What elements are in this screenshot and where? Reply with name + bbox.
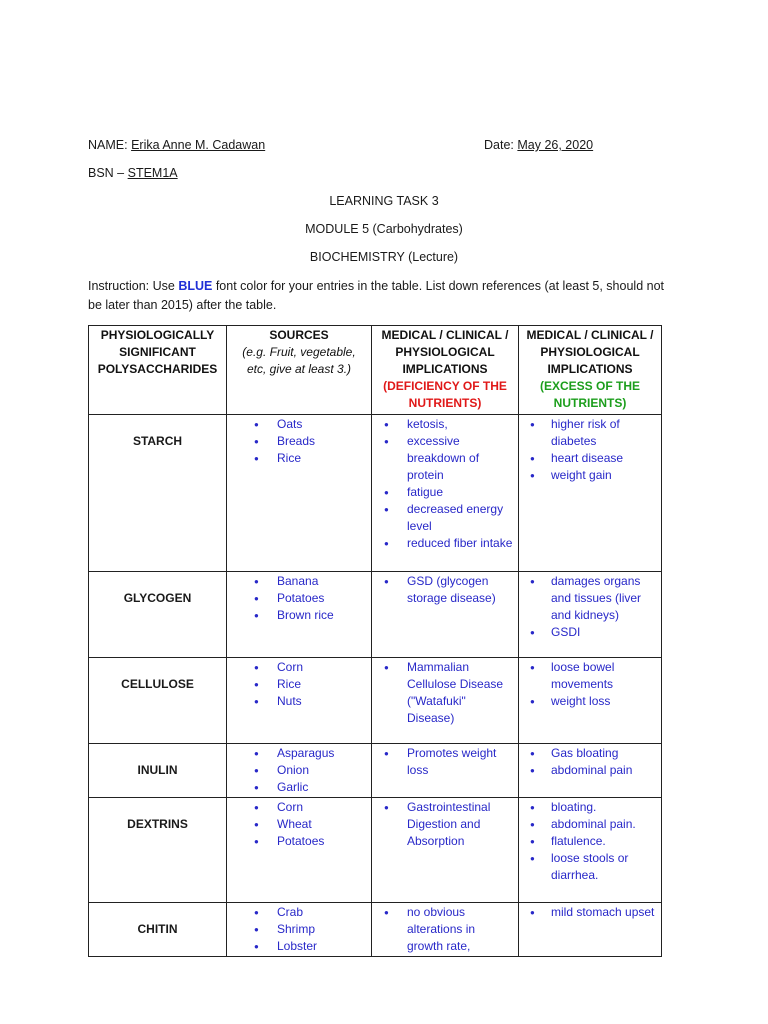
row-name-cell: GLYCOGEN bbox=[89, 572, 227, 658]
list-item: ● Shrimp bbox=[227, 921, 367, 938]
bsn-value: STEM1A bbox=[127, 166, 178, 180]
excess-cell bbox=[519, 415, 662, 572]
instruction-paragraph: Instruction: Use BLUE font color for your entries in the table. List down references (at least 5, should not be later than 2015) after the table. bbox=[88, 279, 664, 312]
row-name-cell: CELLULOSE bbox=[89, 658, 227, 744]
header-excess: MEDICAL / CLINICAL / PHYSIOLOGICAL IMPLICATIONS (EXCESS OF THE NUTRIENTS) bbox=[519, 326, 662, 415]
list-item: ● abdominal pain. bbox=[519, 816, 657, 833]
list-item: ● Lobster bbox=[227, 938, 367, 955]
list-item: ● weight loss bbox=[519, 693, 657, 710]
list-item: ● bloating. bbox=[519, 799, 657, 816]
list-item: ● Gastrointestinal Digestion and Absorption bbox=[372, 799, 514, 850]
date-line bbox=[484, 137, 593, 153]
list-item: ● Asparagus bbox=[227, 745, 367, 762]
bsn-label: BSN – bbox=[88, 166, 125, 180]
list-item: ● Banana bbox=[227, 573, 367, 590]
list-item: ● Promotes weight loss bbox=[372, 745, 514, 779]
deficiency-cell bbox=[372, 658, 519, 744]
instruction-blue-word: BLUE bbox=[178, 279, 213, 293]
title-module: MODULE 5 (Carbohydrates) bbox=[305, 222, 463, 236]
table-row bbox=[89, 903, 662, 957]
list-item: ● reduced fiber intake bbox=[372, 535, 514, 552]
excess-cell bbox=[519, 798, 662, 903]
sources-cell bbox=[227, 798, 372, 903]
list-item: ● loose bowel movements bbox=[519, 659, 657, 693]
sources-cell bbox=[227, 903, 372, 957]
list-item: ● Onion bbox=[227, 762, 367, 779]
list-item: ● Crab bbox=[227, 904, 367, 921]
date-value: May 26, 2020 bbox=[517, 138, 594, 152]
list-item: ● Potatoes bbox=[227, 833, 367, 850]
list-item: ● Brown rice bbox=[227, 607, 367, 624]
list-item: ● Corn bbox=[227, 659, 367, 676]
title-biochemistry: BIOCHEMISTRY (Lecture) bbox=[309, 250, 459, 264]
row-name-cell: STARCH bbox=[89, 415, 227, 572]
row-name-cell: DEXTRINS bbox=[89, 798, 227, 903]
list-item: ● ketosis, bbox=[372, 416, 514, 433]
list-item: ● abdominal pain bbox=[519, 762, 657, 779]
title-learning-task: LEARNING TASK 3 bbox=[329, 194, 439, 208]
list-item: ● higher risk of diabetes bbox=[519, 416, 657, 450]
list-item: ● Nuts bbox=[227, 693, 367, 710]
list-item: ● mild stomach upset bbox=[519, 904, 657, 921]
row-name-cell: INULIN bbox=[89, 744, 227, 798]
table-row bbox=[89, 415, 662, 572]
excess-cell bbox=[519, 744, 662, 798]
list-item: ● Corn bbox=[227, 799, 367, 816]
list-item: ● Mammalian Cellulose Disease ("Watafuki" Disease) bbox=[372, 659, 514, 727]
list-item: ● loose stools or diarrhea. bbox=[519, 850, 657, 884]
table-header-row bbox=[89, 326, 662, 415]
list-item: ● GSDI bbox=[519, 624, 657, 641]
polysaccharide-table bbox=[88, 325, 662, 957]
list-item: ● Oats bbox=[227, 416, 367, 433]
list-item: ● no obvious alterations in growth rate, bbox=[372, 904, 514, 955]
list-item: ● Rice bbox=[227, 676, 367, 693]
header-sources: SOURCES (e.g. Fruit, vegetable, etc, give at least 3.) bbox=[227, 326, 372, 415]
list-item: ● Potatoes bbox=[227, 590, 367, 607]
deficiency-cell bbox=[372, 415, 519, 572]
sources-cell bbox=[227, 744, 372, 798]
list-item: ● Gas bloating bbox=[519, 745, 657, 762]
list-item: ● Rice bbox=[227, 450, 367, 467]
list-item: ● Wheat bbox=[227, 816, 367, 833]
sources-cell bbox=[227, 658, 372, 744]
excess-cell bbox=[519, 658, 662, 744]
table-row bbox=[89, 658, 662, 744]
deficiency-cell bbox=[372, 798, 519, 903]
date-label: Date: bbox=[484, 138, 514, 152]
list-item: ● Garlic bbox=[227, 779, 367, 796]
bsn-line bbox=[88, 165, 178, 181]
deficiency-cell bbox=[372, 572, 519, 658]
list-item: ● flatulence. bbox=[519, 833, 657, 850]
sources-cell bbox=[227, 415, 372, 572]
deficiency-cell bbox=[372, 744, 519, 798]
excess-cell bbox=[519, 903, 662, 957]
name-value: Erika Anne M. Cadawan bbox=[131, 138, 266, 152]
header-deficiency: MEDICAL / CLINICAL / PHYSIOLOGICAL IMPLICATIONS (DEFICIENCY OF THE NUTRIENTS) bbox=[372, 326, 519, 415]
list-item: ● damages organs and tissues (liver and kidneys) bbox=[519, 573, 657, 624]
list-item: ● fatigue bbox=[372, 484, 514, 501]
list-item: ● heart disease bbox=[519, 450, 657, 467]
name-line bbox=[88, 137, 265, 153]
table-row bbox=[89, 798, 662, 903]
name-label: NAME: bbox=[88, 138, 128, 152]
list-item: ● excessive breakdown of protein bbox=[372, 433, 514, 484]
excess-cell bbox=[519, 572, 662, 658]
table-row bbox=[89, 744, 662, 798]
deficiency-cell bbox=[372, 903, 519, 957]
list-item: ● weight gain bbox=[519, 467, 657, 484]
table-row bbox=[89, 572, 662, 658]
list-item: ● Breads bbox=[227, 433, 367, 450]
list-item: ● decreased energy level bbox=[372, 501, 514, 535]
header-polysaccharides: PHYSIOLOGICALLY SIGNIFICANT POLYSACCHARIDES bbox=[89, 326, 227, 415]
sources-cell bbox=[227, 572, 372, 658]
row-name-cell: CHITIN bbox=[89, 903, 227, 957]
list-item: ● GSD (glycogen storage disease) bbox=[372, 573, 514, 607]
